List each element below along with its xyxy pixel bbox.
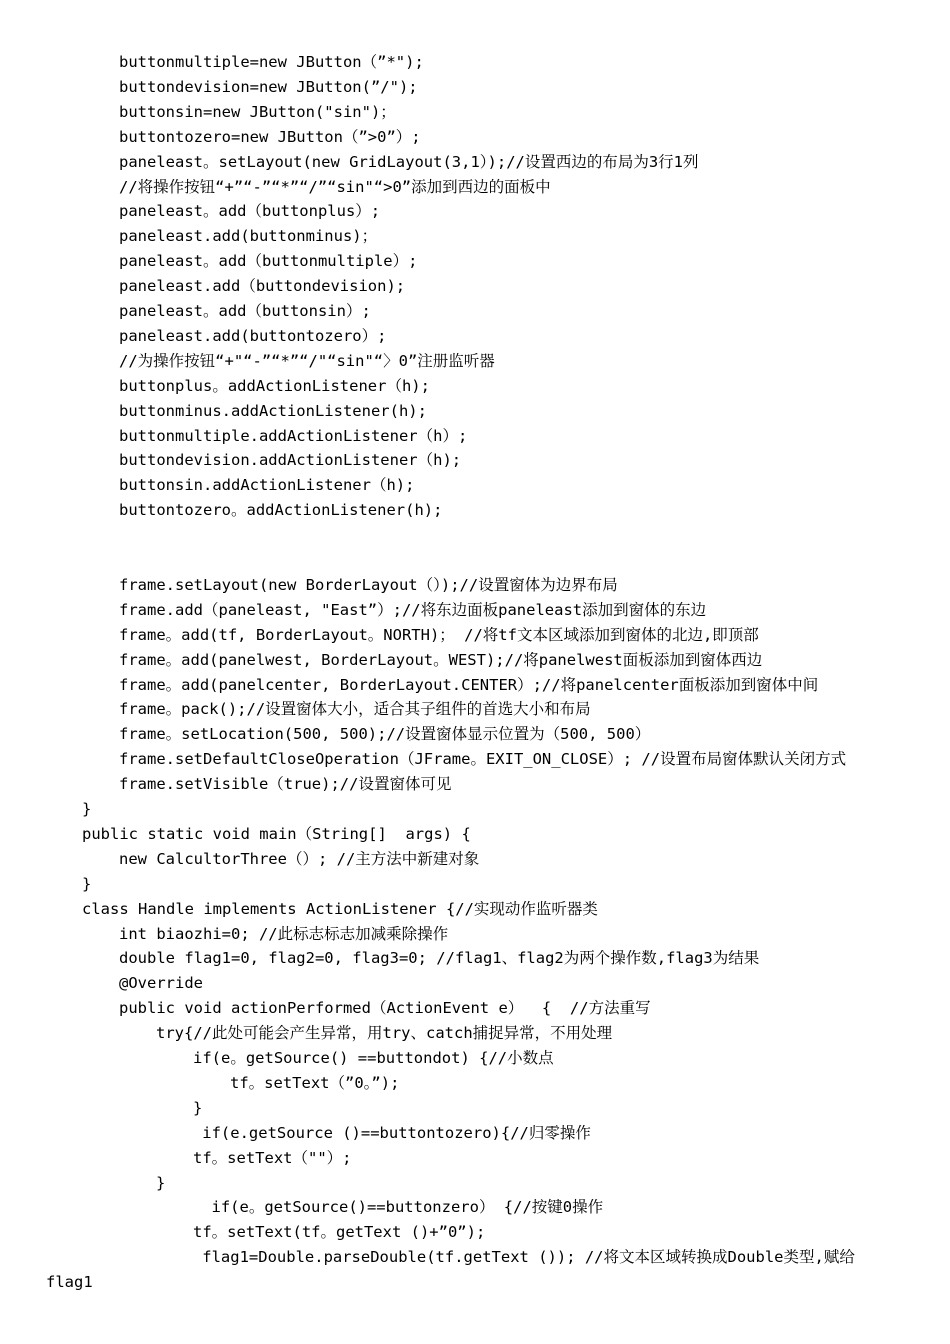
code-line: tf。setText（""）; — [193, 1148, 352, 1167]
code-line: tf。setText(tf。getText ()+”0”); — [193, 1223, 486, 1242]
code-line: frame。add(tf, BorderLayout。NORTH)； //将tf文本区域添加到窗体的北边,即顶部 — [119, 625, 759, 644]
code-line: public void actionPerformed（ActionEvent e） { //方法重写 — [119, 999, 651, 1018]
code-line: tf。setText（”0。”); — [230, 1073, 400, 1092]
code-line: buttonmultiple=new JButton（”*"); — [119, 53, 424, 71]
code-line: //将操作按钮“+”“-”“*”“/”“sin"“>0”添加到西边的面板中 — [119, 177, 551, 196]
code-line: frame。pack();//设置窗体大小，适合其子组件的首选大小和布局 — [119, 700, 591, 719]
code-line: } — [156, 1173, 166, 1192]
code-line: buttonmultiple.addActionListener（h）; — [119, 426, 468, 445]
code-line: buttondevision.addActionListener（h); — [119, 451, 462, 470]
code-line: paneleast.add(buttonminus)； — [119, 227, 378, 246]
code-line: frame.setLayout(new BorderLayout（）);//设置窗体为边界布局 — [119, 575, 618, 594]
code-line: public static void main（String[] args) { — [82, 824, 471, 843]
code-line: frame。add(panelwest, BorderLayout。WEST);//将panelwest面板添加到窗体西边 — [119, 650, 763, 669]
code-line: } — [82, 874, 92, 893]
code-line: buttonsin=new JButton("sin")； — [119, 102, 396, 121]
code-line: try{//此处可能会产生异常，用try、catch捕捉异常，不用处理 — [156, 1024, 613, 1043]
code-line: buttontozero=new JButton（”>0”）; — [119, 127, 421, 146]
code-line: if(e。getSource()==buttonzero） {//按键0操作 — [211, 1198, 604, 1217]
code-line: if(e。getSource() ==buttondot) {//小数点 — [193, 1049, 554, 1067]
code-line: class Handle implements ActionListener {//实现动作监听器类 — [82, 899, 598, 918]
code-line: buttonplus。addActionListener（h); — [119, 376, 430, 395]
code-line: //为操作按钮“+"“-”“*”“/"“sin"“〉0”注册监听器 — [119, 351, 495, 370]
code-line: buttondevision=new JButton(”/"); — [119, 77, 418, 96]
code-line: buttonsin.addActionListener（h); — [119, 476, 415, 495]
code-line: paneleast。add（buttonmultiple）; — [119, 252, 418, 271]
code-line: paneleast。setLayout(new GridLayout(3,1）);//设置西边的布局为3行1列 — [119, 152, 699, 171]
code-line: frame.setDefaultCloseOperation（JFrame。EXIT_ON_CLOSE）; //设置布局窗体默认关闭方式 — [119, 750, 847, 769]
code-line: paneleast。add（buttonsin）; — [119, 302, 371, 320]
code-line: frame。add(panelcenter, BorderLayout.CENTER）;//将panelcenter面板添加到窗体中间 — [119, 675, 819, 694]
code-line: } — [82, 800, 92, 818]
code-line: double flag1=0, flag2=0, flag3=0; //flag1、flag2为两个操作数,flag3为结果 — [119, 949, 760, 968]
code-line: paneleast.add(buttontozero）; — [119, 326, 387, 345]
code-line: if(e.getSource ()==buttontozero){//归零操作 — [202, 1123, 591, 1142]
code-line: } — [193, 1098, 203, 1117]
code-line: paneleast.add（buttondevision); — [119, 277, 406, 296]
code-line: @Override — [119, 974, 203, 993]
code-line: frame.add（paneleast, "East”）;//将东边面板paneleast添加到窗体的东边 — [119, 600, 707, 619]
code-line: buttonminus.addActionListener(h); — [119, 401, 427, 420]
code-line: flag1=Double.parseDouble(tf.getText ()); //将文本区域转换成Double类型,赋给 — [202, 1248, 855, 1267]
code-line: new CalcultorThree（）; //主方法中新建对象 — [119, 849, 480, 868]
code-line: frame。setLocation(500, 500);//设置窗体显示位置为（500, 500） — [119, 725, 651, 744]
code-line: frame.setVisible（true);//设置窗体可见 — [119, 775, 452, 794]
code-line: int biaozhi=0; //此标志标志加减乘除操作 — [119, 924, 449, 943]
code-line: paneleast。add（buttonplus）; — [119, 202, 381, 221]
code-line: buttontozero。addActionListener(h); — [119, 501, 443, 520]
code-line: flag1 — [46, 1273, 93, 1292]
